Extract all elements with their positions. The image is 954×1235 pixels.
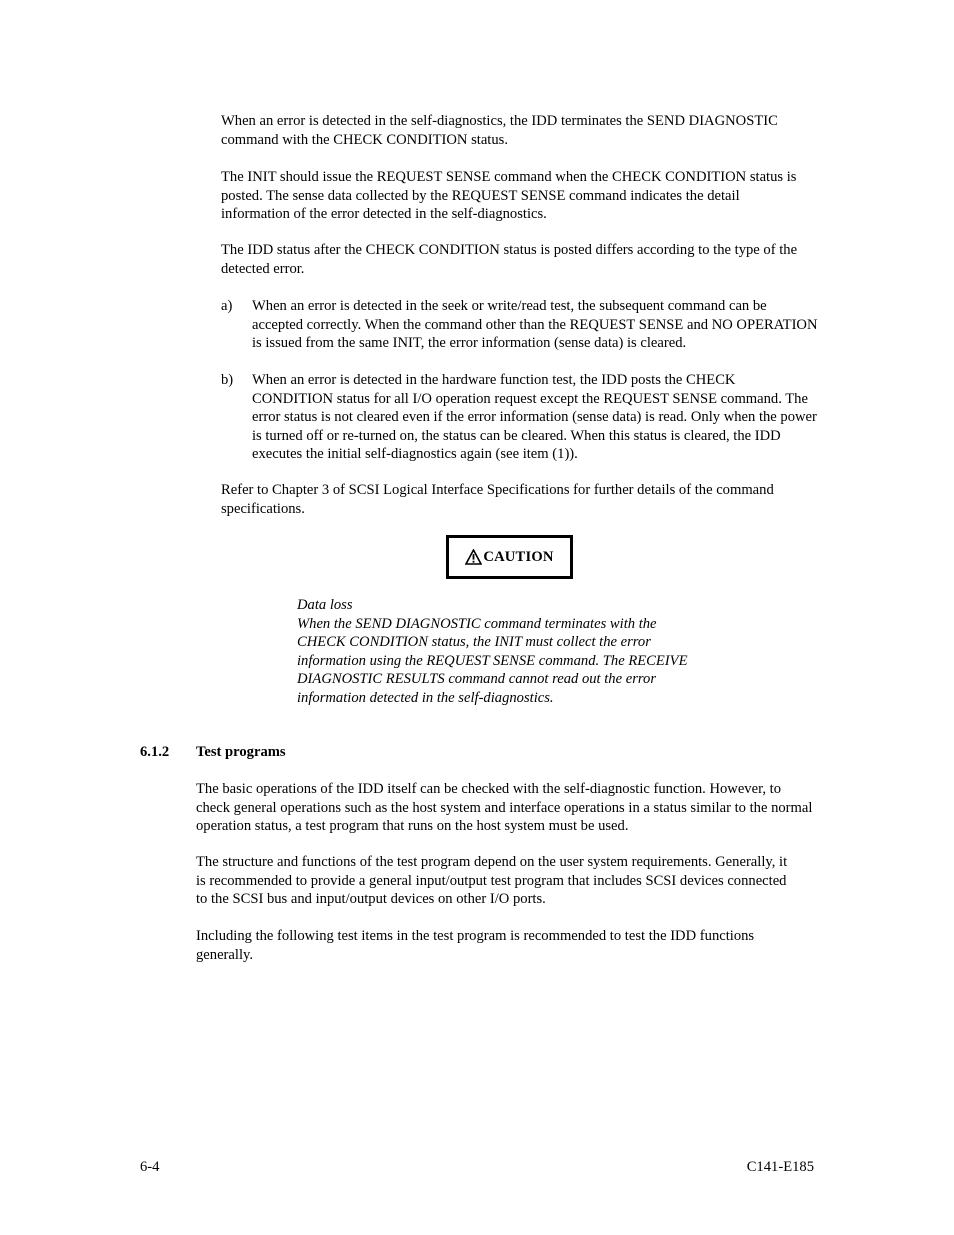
section-number: 6.1.2 [140,744,170,760]
caution-line: information using the REQUEST SENSE command. The RECEIVE [297,652,688,669]
caution-label: CAUTION [483,548,554,565]
list-item-a: When an error is detected in the seek or write/read test, the subsequent command can be accepted correctly. When the command other than the REQUEST SENSE and NO OPERATION is issued from the same INIT, the error information (sense data) is cleared. [252,298,818,351]
caution-line: DIAGNOSTIC RESULTS command cannot read out the error [297,671,656,687]
caution-line: When the SEND DIAGNOSTIC command terminates with the [297,615,657,632]
list-item-label-b: b) [221,372,234,388]
caution-message [297,596,757,707]
caution-line: CHECK CONDITION status, the INIT must collect the error [297,634,651,650]
warning-triangle-icon [465,549,482,565]
paragraph-basic-operations: The basic operations of the IDD itself can be checked with the self-diagnostic function. However, to check general operations such as the host system and interface operations in a status similar to the normal operation status, a test program that runs on the host system must be used. [196,781,813,834]
list-item-b: When an error is detected in the hardware function test, the IDD posts the CHECK CONDITION status for all I/O operation request except the REQUEST SENSE command. The error status is not cleared even if the error information (sense data) is read. Only when the power is turned off or re-turned on, the status can be cleared. When this status is cleared, the IDD executes the initial self-diagnostics again (see item (1)). [252,372,817,462]
page-number: 6-4 [140,1159,160,1175]
paragraph-test-items: Including the following test items in the test program is recommended to test the IDD functions generally. [196,928,755,963]
paragraph-idd-status: The IDD status after the CHECK CONDITION status is posted differs according to the type of the detected error. [221,242,798,277]
section-title: Test programs [196,744,286,760]
paragraph-refer-chapter: Refer to Chapter 3 of SCSI Logical Interface Specifications for further details of the command specifications. [221,482,774,517]
list-item-label-a: a) [221,298,233,314]
caution-line: information detected in the self-diagnostics. [297,689,554,706]
paragraph-error-detected: When an error is detected in the self-diagnostics, the IDD terminates the SEND DIAGNOSTIC command with the CHECK CONDITION status. [221,113,778,148]
paragraph-request-sense: The INIT should issue the REQUEST SENSE command when the CHECK CONDITION status is posted. The sense data collected by the REQUEST SENSE command indicates the detail information of the error detected in the self-diagnostics. [221,169,797,222]
caution-box [446,535,573,579]
caution-heading: Data loss [297,597,353,613]
document-id: C141-E185 [746,1159,814,1175]
paragraph-structure-functions: The structure and functions of the test program depend on the user system requirements. Generally, it is recommended to provide a general input/output test program that includes SCSI devices connected to the SCSI bus and input/output devices on other I/O ports. [196,854,788,907]
